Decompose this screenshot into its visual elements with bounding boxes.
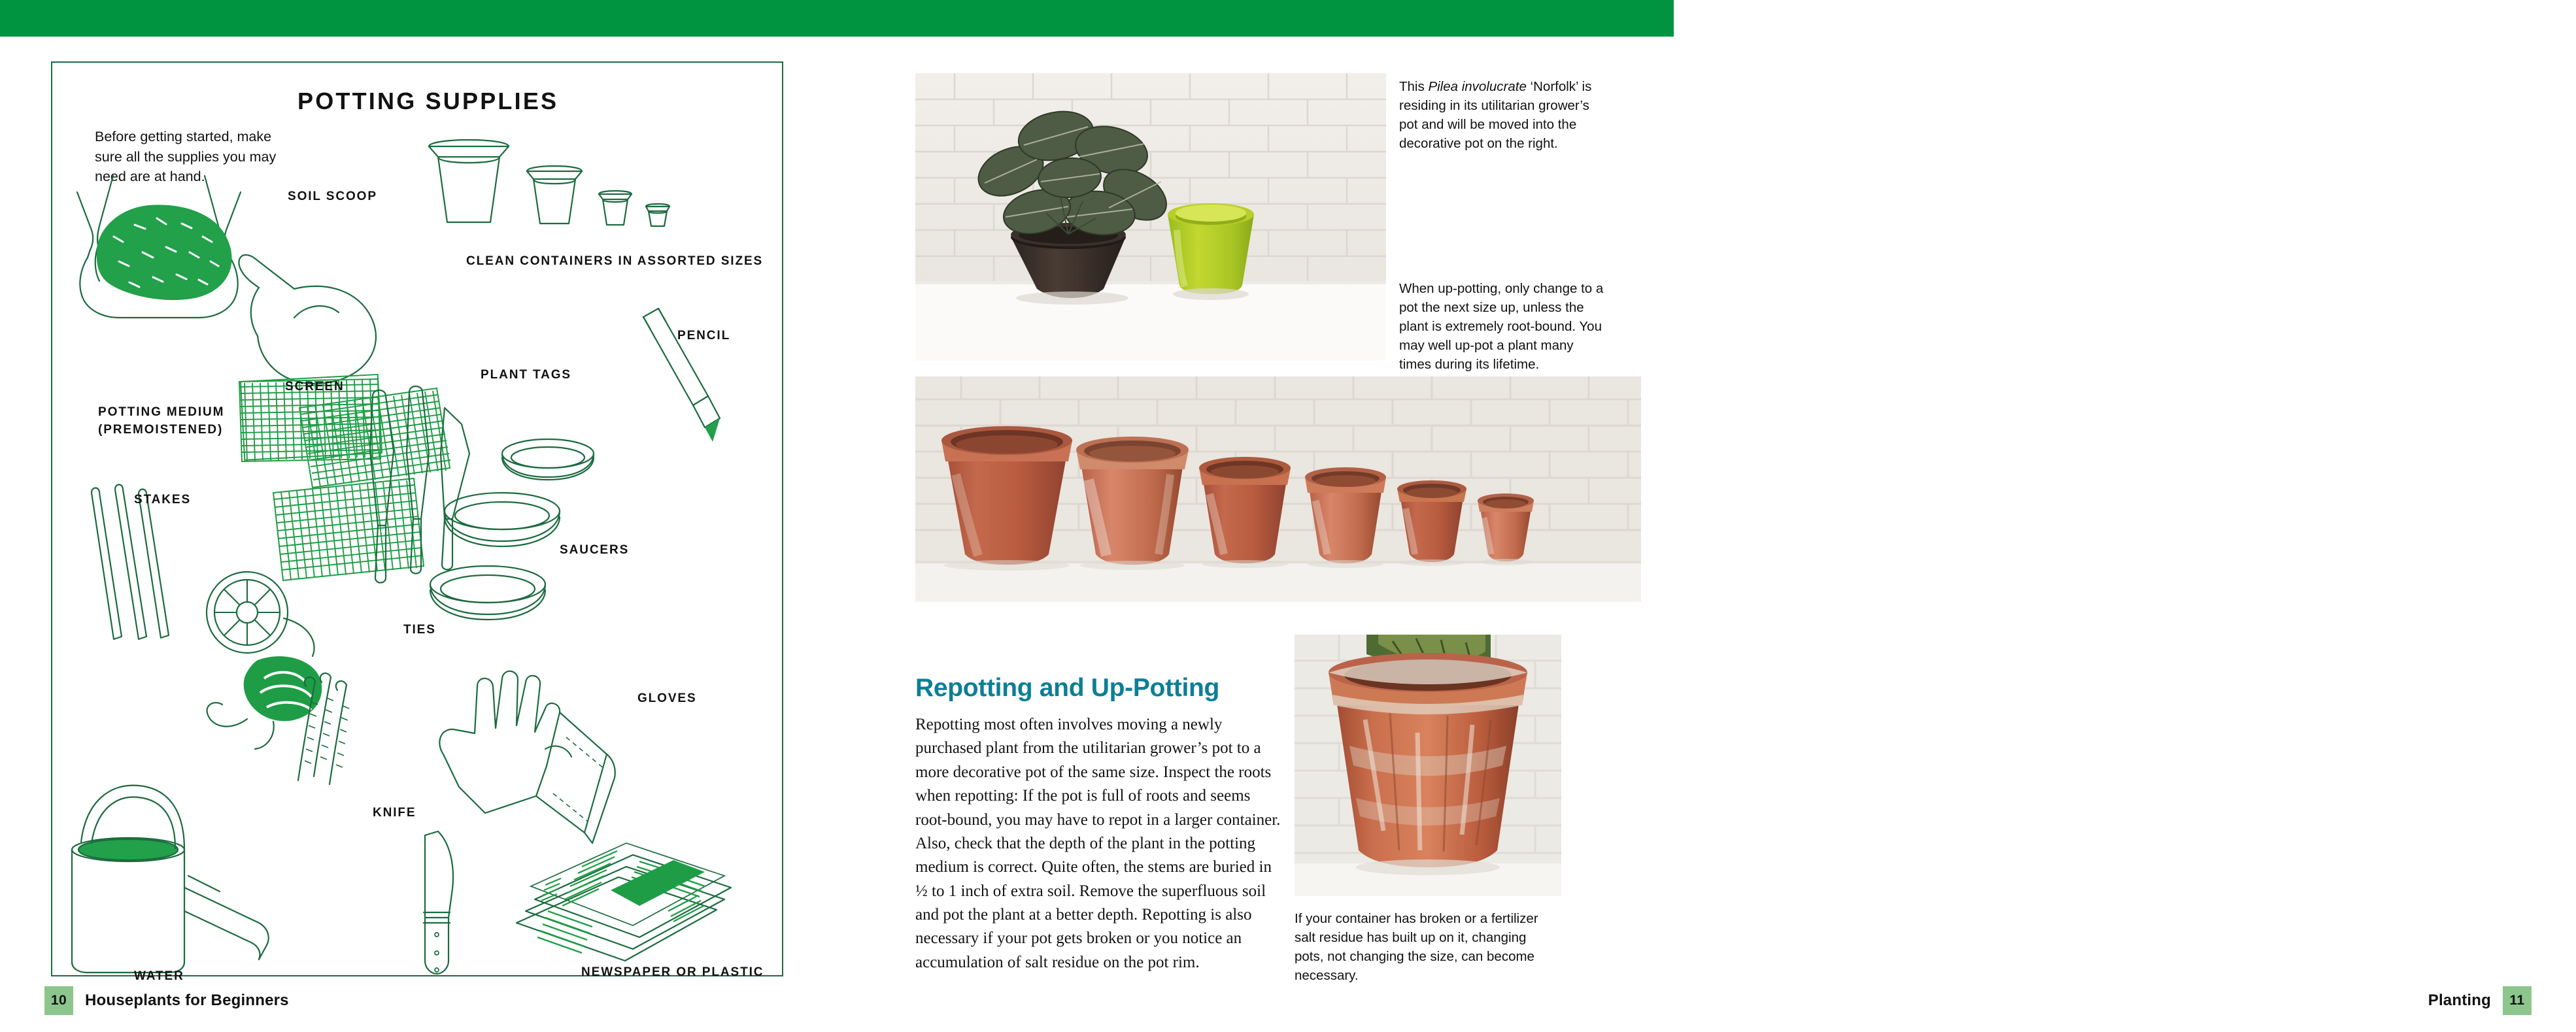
potting-supplies-illustration	[51, 61, 783, 976]
label-knife: KNIFE	[373, 806, 416, 820]
photo-plant-and-pot	[915, 73, 1386, 361]
watering-can-illustration	[72, 786, 269, 973]
ties-illustration	[207, 572, 322, 749]
left-page	[0, 37, 902, 1032]
saucers-illustration	[430, 439, 594, 620]
running-head-right: Planting	[2428, 991, 2491, 1009]
label-screen: SCREEN	[285, 380, 345, 393]
photo-salt-crusted-pot	[1295, 635, 1561, 896]
photo-terracotta-pot-row	[915, 376, 1641, 602]
right-page-footer	[1805, 969, 2576, 1032]
label-newspaper: NEWSPAPER OR PLASTIC	[581, 965, 764, 979]
body-paragraph-repotting: Repotting most often involves moving a newly purchased plant from the utilitarian grower’s pot to a more decorative pot of the same size. Inspect the roots when repotting: If the pot is full of roots and seems root-bound, you may have to repot in a larger container. Also, check that the depth of the plant in the potting medium is correct. Quite often, the stems are buried in ½ to 1 inch of extra soil. Remove the superfluous soil and pot the plant at a better depth. Repotting is also necessary if your pot gets broken or you notice an accumulation of salt residue on the pot rim.	[915, 716, 1281, 971]
page-number-right: 11	[2503, 986, 2532, 1015]
caption-uppotting: When up-potting, only change to a pot the next size up, unless the plant is extremely root-bound. You may well up-pot a plant many times during its lifetime.	[1399, 281, 1604, 373]
page-title: POTTING SUPPLIES	[297, 88, 559, 114]
label-pencil: PENCIL	[677, 329, 731, 342]
soil-scoop-illustration	[239, 255, 376, 384]
screen-illustration	[239, 375, 450, 580]
label-gloves: GLOVES	[637, 691, 697, 705]
caption-plant-text-1: This Pilea involucrate ‘Norfolk’ is residing in its utilitarian grower’s pot and will be moved into the decorative pot on the right.	[1399, 79, 1592, 152]
left-page-footer	[0, 969, 902, 1032]
panel-title-border-gap	[281, 55, 552, 60]
page-number-left: 10	[44, 986, 73, 1015]
hands-illustration	[77, 176, 241, 318]
right-page	[902, 37, 2525, 1032]
section-heading-repotting: Repotting and Up-Potting	[915, 674, 1220, 702]
label-ties: TIES	[403, 623, 436, 637]
intro-paragraph: Before getting started, make sure all the supplies you may need are at hand.	[95, 129, 277, 185]
label-water: WATER	[134, 969, 184, 983]
label-plant-tags: PLANT TAGS	[481, 368, 571, 382]
running-head-left: Houseplants for Beginners	[85, 991, 289, 1009]
label-potting-medium: POTTING MEDIUM (PREMOISTENED)	[98, 405, 225, 437]
label-clean-containers: CLEAN CONTAINERS IN ASSORTED SIZES	[466, 254, 764, 268]
caption-broken-pot: If your container has broken or a fertilizer salt residue has built up on it, changing pots, not changing the size, can become necessary.	[1295, 911, 1538, 984]
gloves-illustration	[439, 671, 615, 843]
label-soil-scoop: SOIL SCOOP	[288, 190, 377, 203]
label-stakes: STAKES	[134, 493, 192, 507]
knife-illustration	[424, 831, 453, 974]
botanical-name: Pilea involucrate	[1428, 79, 1527, 94]
caption-plant-photo	[1399, 77, 1599, 153]
label-saucers: SAUCERS	[560, 543, 630, 557]
clean-containers-illustration	[241, 140, 669, 226]
newspaper-illustration	[517, 843, 731, 961]
top-green-banner	[0, 0, 1674, 37]
mesh-c	[273, 478, 424, 580]
